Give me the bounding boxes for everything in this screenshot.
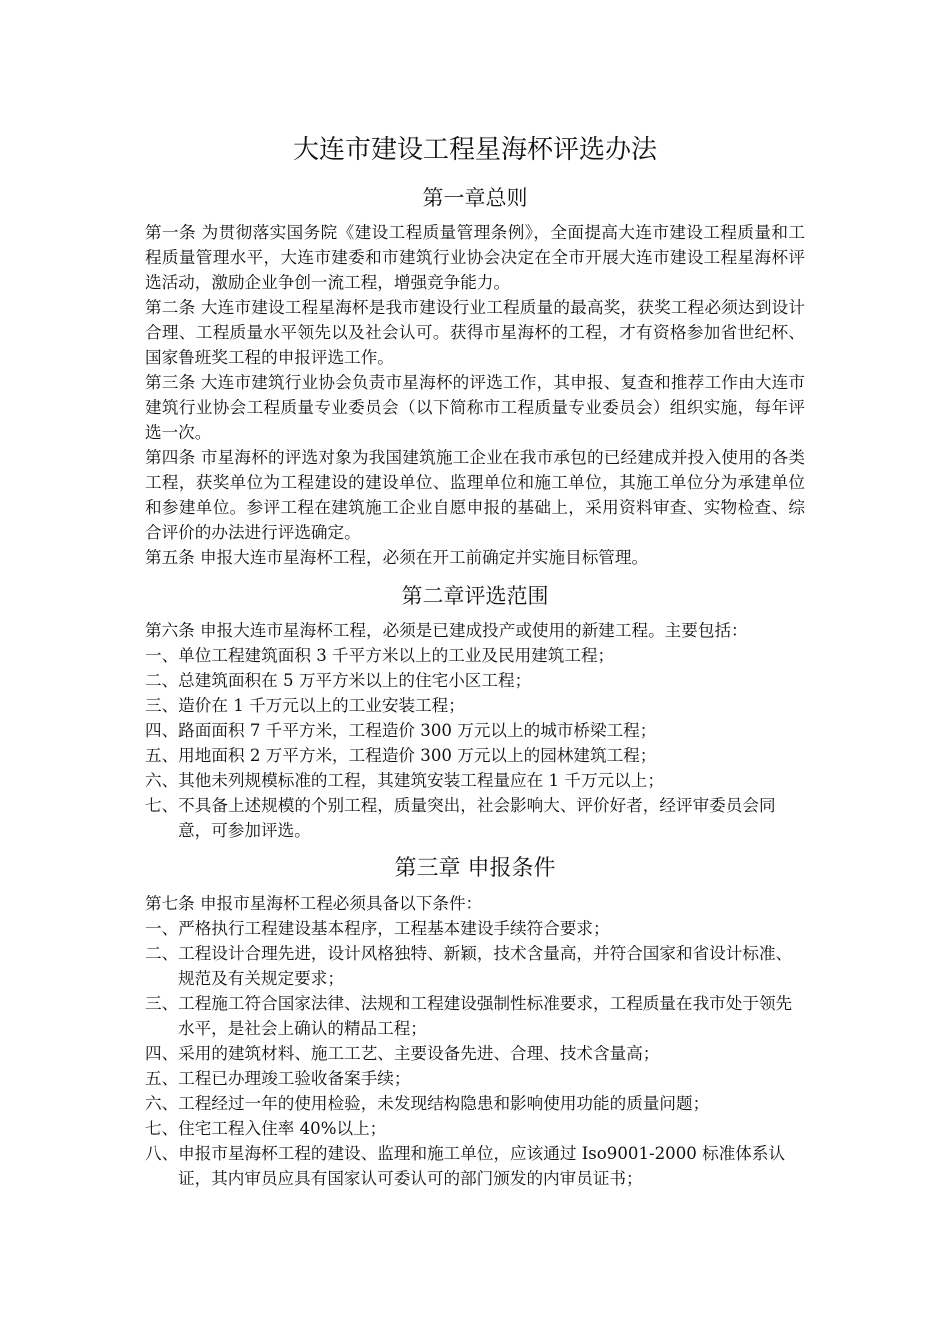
condition-item: 四、采用的建筑材料、施工工艺、主要设备先进、合理、技术含量高； [145,1044,660,1063]
condition-item: 六、工程经过一年的使用检验，未发现结构隐患和影响使用功能的质量问题； [145,1094,710,1113]
scope-item: 二、总建筑面积在 5 万平方米以上的住宅小区工程； [145,671,532,690]
chapter-1-heading: 第一章总则 [422,186,528,210]
article-7: 第七条 申报市星海杯工程必须具备以下条件： [145,894,483,913]
document-body [145,128,805,1191]
scope-item: 六、其他未列规模标准的工程，其建筑安装工程量应在 1 千万元以上； [145,771,664,790]
condition-item: 一、严格执行工程建设基本程序，工程基本建设手续符合要求； [145,919,610,938]
article-6: 第六条 申报大连市星海杯工程，必须是已建成投产或使用的新建工程。主要包括： [145,621,748,640]
scope-item: 一、单位工程建筑面积 3 千平方米以上的工业及民用建筑工程； [145,646,615,665]
chapter-2-heading: 第二章评选范围 [401,584,549,608]
condition-item: 三、工程施工符合国家法律、法规和工程建设强制性标准要求，工程质量在我市处于领先水平，是社会上确认的精品工程； [145,994,793,1038]
condition-item: 八、申报市星海杯工程的建设、监理和施工单位，应该通过 Iso9001-2000 标准体系认证，其内审员应具有国家认可委认可的部门颁发的内审员证书； [145,1144,786,1188]
document-title: 大连市建设工程星海杯评选办法 [292,135,657,165]
condition-item: 七、住宅工程入住率 40%以上； [145,1119,387,1138]
scope-item: 四、路面面积 7 千平方米，工程造价 300 万元以上的城市桥梁工程； [145,721,657,740]
condition-item: 二、工程设计合理先进，设计风格独特、新颖，技术含量高，并符合国家和省设计标准、规范及有关规定要求； [145,944,793,988]
scope-item: 七、不具备上述规模的个别工程，质量突出，社会影响大、评价好者，经评审委员会同意，可参加评选。 [145,796,776,840]
chapter-3-heading: 第三章 申报条件 [394,856,556,881]
article-2: 第二条 大连市建设工程星海杯是我市建设行业工程质量的最高奖，获奖工程必须达到设计合理、工程质量水平领先以及社会认可。获得市星海杯的工程，才有资格参加省世纪杯、国家鲁班奖工程的申报评选工作。 [145,298,805,367]
scope-item: 三、造价在 1 千万元以上的工业安装工程； [145,696,465,715]
condition-item: 五、工程已办理竣工验收备案手续； [145,1069,411,1088]
article-1: 第一条 为贯彻落实国务院《建设工程质量管理条例》，全面提高大连市建设工程质量和工程质量管理水平，大连市建委和市建筑行业协会决定在全市开展大连市建设工程星海杯评选活动，激励企业争创一流工程，增强竞争能力。 [145,223,805,292]
article-3: 第三条 大连市建筑行业协会负责市星海杯的评选工作，其申报、复查和推荐工作由大连市建筑行业协会工程质量专业委员会（以下简称市工程质量专业委员会）组织实施，每年评选一次。 [145,373,805,442]
scope-item: 五、用地面积 2 万平方米，工程造价 300 万元以上的园林建筑工程； [145,746,657,765]
article-4: 第四条 市星海杯的评选对象为我国建筑施工企业在我市承包的已经建成并投入使用的各类工程，获奖单位为工程建设的建设单位、监理单位和施工单位，其施工单位分为承建单位和参建单位。参评工程在建筑施工企业自愿申报的基础上，采用资料审查、实物检查、综合评价的办法进行评选确定。 [145,448,805,542]
article-5: 第五条 申报大连市星海杯工程，必须在开工前确定并实施目标管理。 [145,548,649,567]
